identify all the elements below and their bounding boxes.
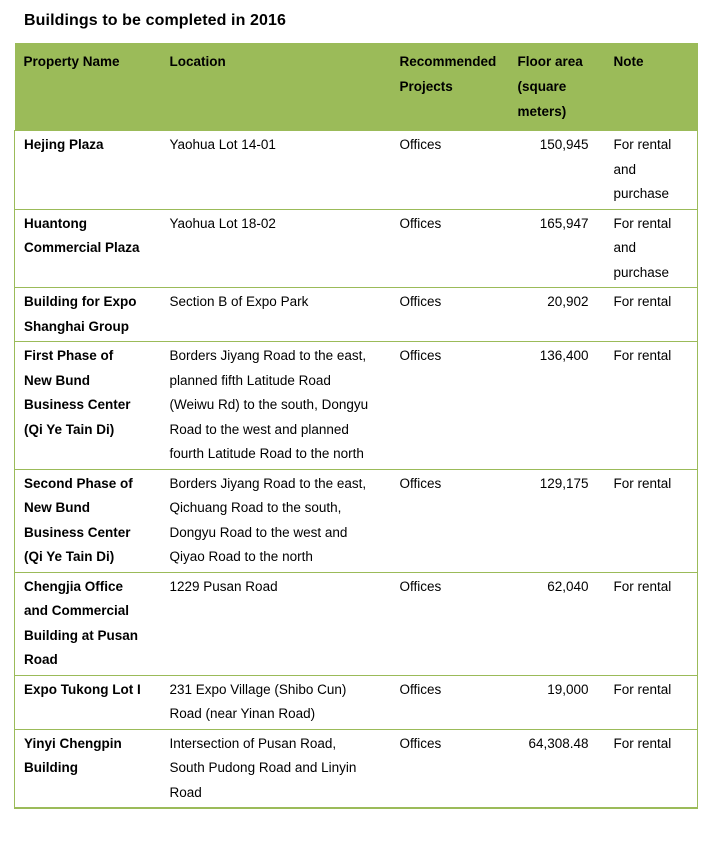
cell-recommended-projects: Offices (391, 209, 509, 288)
cell-floor-area: 64,308.48 (509, 729, 605, 808)
cell-property-name: Building for Expo Shanghai Group (15, 288, 161, 342)
column-header-note: Note (605, 43, 698, 131)
cell-property-name: Chengjia Office and Commercial Building at Pusan Road (15, 572, 161, 675)
header-row (15, 43, 698, 131)
cell-recommended-projects: Offices (391, 288, 509, 342)
table-row (15, 572, 698, 675)
cell-recommended-projects: Offices (391, 729, 509, 808)
table-row (15, 209, 698, 288)
cell-recommended-projects: Offices (391, 572, 509, 675)
cell-recommended-projects: Offices (391, 675, 509, 729)
table-row (15, 729, 698, 808)
cell-floor-area: 62,040 (509, 572, 605, 675)
cell-location: Yaohua Lot 18-02 (161, 209, 391, 288)
cell-floor-area: 150,945 (509, 131, 605, 210)
cell-location: Intersection of Pusan Road, South Pudong Road and Linyin Road (161, 729, 391, 808)
cell-note: For rental and purchase (605, 209, 698, 288)
cell-location: 1229 Pusan Road (161, 572, 391, 675)
cell-floor-area: 19,000 (509, 675, 605, 729)
cell-recommended-projects: Offices (391, 131, 509, 210)
cell-location: Yaohua Lot 14-01 (161, 131, 391, 210)
table-row (15, 288, 698, 342)
column-header-location: Location (161, 43, 391, 131)
table-row (15, 675, 698, 729)
cell-property-name: Yinyi Chengpin Building (15, 729, 161, 808)
table-header (15, 43, 698, 131)
cell-property-name: Expo Tukong Lot I (15, 675, 161, 729)
cell-floor-area: 129,175 (509, 469, 605, 572)
cell-location: Borders Jiyang Road to the east, Qichuang Road to the south, Dongyu Road to the west and Qiyao Road to the north (161, 469, 391, 572)
cell-floor-area: 165,947 (509, 209, 605, 288)
cell-location: Borders Jiyang Road to the east, planned fifth Latitude Road (Weiwu Rd) to the south, Dongyu Road to the west and planned fourth Latitude Road to the north (161, 342, 391, 470)
table-row (15, 131, 698, 210)
cell-note: For rental (605, 675, 698, 729)
cell-note: For rental (605, 729, 698, 808)
cell-note: For rental (605, 288, 698, 342)
cell-floor-area: 20,902 (509, 288, 605, 342)
cell-note: For rental (605, 572, 698, 675)
cell-floor-area: 136,400 (509, 342, 605, 470)
cell-note: For rental and purchase (605, 131, 698, 210)
cell-recommended-projects: Offices (391, 469, 509, 572)
table-row (15, 469, 698, 572)
cell-property-name: Second Phase of New Bund Business Center (Qi Ye Tain Di) (15, 469, 161, 572)
column-header-property: Property Name (15, 43, 161, 131)
cell-property-name: Huantong Commercial Plaza (15, 209, 161, 288)
cell-note: For rental (605, 342, 698, 470)
table-body (15, 131, 698, 809)
buildings-table (14, 43, 698, 809)
page-title: Buildings to be completed in 2016 (24, 12, 287, 29)
table-row (15, 342, 698, 470)
cell-location: 231 Expo Village (Shibo Cun) Road (near Yinan Road) (161, 675, 391, 729)
column-header-projects: Recommended Projects (391, 43, 509, 131)
cell-property-name: Hejing Plaza (15, 131, 161, 210)
cell-location: Section B of Expo Park (161, 288, 391, 342)
cell-property-name: First Phase of New Bund Business Center (Qi Ye Tain Di) (15, 342, 161, 470)
cell-note: For rental (605, 469, 698, 572)
column-header-floor-area: Floor area (square meters) (509, 43, 605, 131)
cell-recommended-projects: Offices (391, 342, 509, 470)
